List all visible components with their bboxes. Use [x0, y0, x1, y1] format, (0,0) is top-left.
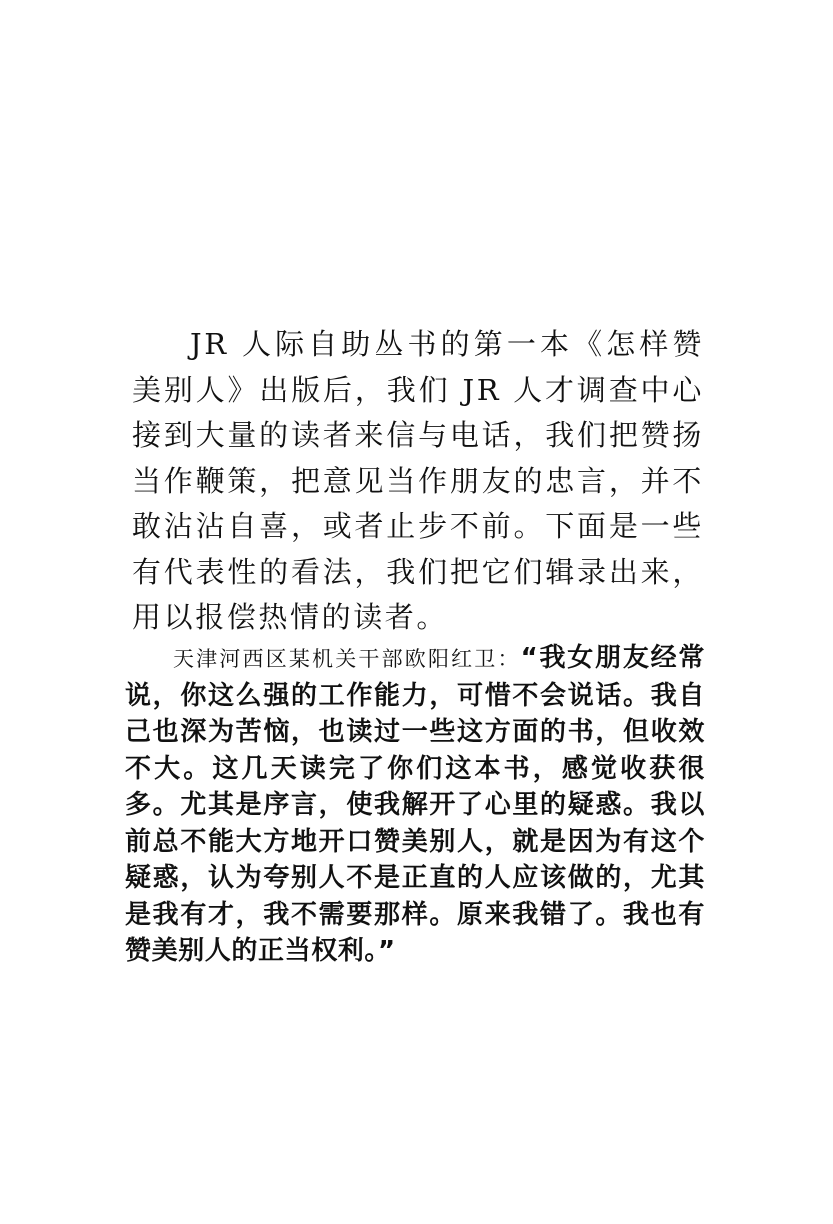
letter-quote: “我女朋友经常说，你这么强的工作能力，可惜不会说话。我自己也深为苦恼，也读过一些这方面的书，但收效不大。这几天读完了你们这本书，感觉收获很多。尤其是序言，使我解开了心里的疑惑。我以前总不能大方地开口赞美别人，就是因为有这个疑惑，认为夸别人不是正直的人应该做的，尤其是我有才，我不需要那样。原来我错了。我也有赞美别人的正当权利。” [125, 643, 706, 966]
letter-source: 天津河西区某机关干部欧阳红卫： [173, 647, 521, 671]
intro-paragraph: JR 人际自助丛书的第一本《怎样赞美别人》出版后，我们 JR 人才调查中心接到大量的读者来信与电话，我们把赞扬当作鞭策，把意见当作朋友的忠言，并不敢沾沾自喜，或者止步不前。下面是一些有代表性的看法，我们把它们辑录出来，用以报偿热情的读者。 [132, 327, 704, 634]
reader-letter [125, 640, 705, 970]
